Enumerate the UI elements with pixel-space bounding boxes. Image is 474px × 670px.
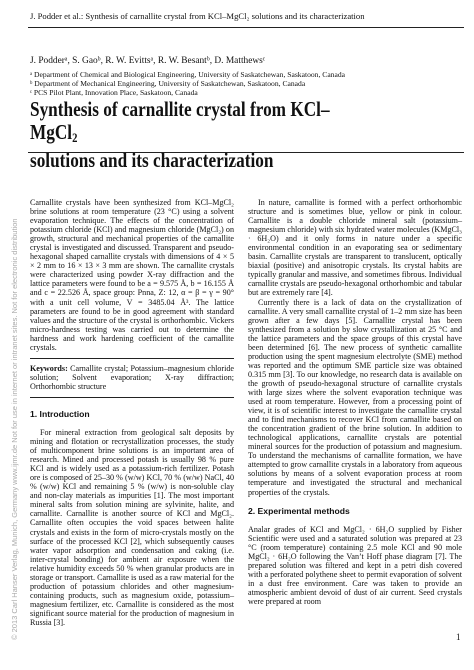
title-rule bbox=[28, 152, 464, 153]
affiliation-a: ᵃ Department of Chemical and Biological Engineering, University of Saskatchewan, Saskatoon, Canada bbox=[30, 70, 346, 79]
title-subscript: 2 bbox=[72, 130, 78, 145]
running-header: J. Podder et al.: Synthesis of carnallite crystal from KCl–MgCl₂ solutions and its characterization bbox=[30, 11, 365, 21]
keywords-text: Carnallite crystal; Potassium–magnesium chloride solution; Solvent evaporation; X-ray diffraction; Orthorhombic structure bbox=[30, 363, 235, 391]
keywords bbox=[30, 364, 234, 391]
right-paragraph-1: In nature, carnallite is formed with a perfect orthorhombic structure and is sometimes blue, yellow or pink in colour. Carnallite is a double chloride mineral salt (potassium–magnesium chloride) with six hydrated water molecules (KMgCl₃ · 6H₂O) and it only forms in nature under a specific environmental condition in an evaporating sea or sedimentary basin. Carnallite crystals are transparent to translucent, optically biaxial (positive) and anisotropic crystals. Its crystal habits are typically granular and massive, and sometimes fibrous. Individual carnallite crystals are pseudo-hexagonal orthorhombic and tabular but are extremely rare [4]. bbox=[248, 198, 462, 298]
right-column bbox=[248, 198, 462, 606]
paper-title bbox=[30, 98, 374, 172]
affiliation-b: ᵇ Department of Mechanical Engineering, University of Saskatchewan, Saskatoon, Canada bbox=[30, 79, 306, 88]
experimental-text: Analar grades of KCl and MgCl₂ · 6H₂O supplied by Fisher Scientific were used and a saturated solution was prepared at 23 °C (room temperature) containing 2.5 mole KCl and 90 mole MgCl₂ · 6H₂O following the Van’t Hoff phase diagram [7]. The prepared solution was filtered and kept in a petri dish covered with a perforated polythene sheet to permit evaporation of solvent in a dust free environment. Care was taken to provide an atmospheric ambient devoid of dust of air current. Seed crystals were prepared at room bbox=[248, 524, 462, 606]
affiliation-c: ᶜ PCS Pilot Plant, Innovation Place, Saskatoon, Canada bbox=[30, 88, 198, 97]
page-number: 1 bbox=[456, 632, 461, 642]
section-heading-experimental: 2. Experimental methods bbox=[248, 505, 350, 516]
author-list: J. Podderᵃ, S. Gaoᵇ, R. W. Evittsᵃ, R. W. Besantᵇ, D. Matthewsᶜ bbox=[30, 56, 266, 66]
keywords-label: Keywords: bbox=[30, 363, 68, 373]
copyright-sidebar: © 2013 Carl Hanser Verlag, Munich, Germany www.ijmr.de Not for use in internet or intranet sites. Not for electronic distribution bbox=[10, 218, 19, 640]
abstract-rule bbox=[30, 358, 234, 359]
title-line-1: Synthesis of carnallite crystal from KCl–MgCl bbox=[30, 97, 330, 144]
introduction-text: For mineral extraction from geological salt deposits by mining and flotation or recrystallization processes, the study of multicomponent brine solutions is an important area of research. Mined and processed potash is usually 98 % pure KCl and is widely used as a potassium-rich fertilizer. Potash ore is composed of 25–30 % (w/w) KCl, 70 % (w/w) NaCl, 40 % (w/w) KCl and remaining 5 % (w/w) is non-soluble clay and non-clay materials as impurities [1]. The most important mineral salts from solution mining are sylvinite, halite, and carnallite. Carnallite is another source of KCl and MgCl₂. Carnallite often occupies the void spaces between halite crystals and exists in the form of micro-crystals mostly on the surface of the processed KCl [2], which subsequently causes water vapor adsorption and condensation and caking (i.e. inter-crystal bonding) for ambient air exposure when the relative humidity exceeds 50 % when granular products are in storage or transport. Carnallite is used as a raw material for the production of potassium chlorides and other magnesium-containing products, such as magnesium oxide, potassium–magnesium fertilizer, etc. Carnallite is considered as the most significant source material for the production of magnesium in Russia [3]. bbox=[30, 427, 234, 627]
section-heading-introduction: 1. Introduction bbox=[30, 408, 90, 419]
left-column bbox=[30, 198, 234, 627]
keywords-rule bbox=[30, 397, 234, 398]
title-line-2: solutions and its characterization bbox=[30, 148, 274, 172]
header-rule bbox=[28, 27, 464, 28]
abstract: Carnallite crystals have been synthesized from KCl–MgCl₂ brine solutions at room temperature (23 °C) using a solvent evaporation technique. The effects of the concentration of potassium chloride (KCl) and magnesium chloride (MgCl₂) on growth, structural and mechanical properties of the carnallite crystal is investigated and discussed. Transparent and pseudo-hexagonal shaped carnallite crystals with dimensions of 4 × 5 × 2 mm to 16 × 13 × 3 mm are shown. The carnallite crystals were characterized using powder X-ray diffraction and the lattice parameters were found to be a = 9.575 Å, b = 16.155 Å and c = 22.526 Å, space group: Pnna, Z: 12, α = β = γ = 90° with a unit cell volume, V = 3485.04 Å³. The lattice parameters are found to be in good agreement with standard values and the structure of the crystal is orthorhombic. Vickers micro-hardness testing was carried out to determine the hardness and work hardening coefficient of the carnallite crystals. bbox=[30, 198, 234, 352]
right-paragraph-2: Currently there is a lack of data on the crystallization of carnallite. A very small carnallite crystal of 1–2 mm size has been grown after a few days [5]. Carnallite crystal has been synthesized from a solution by slow crystallization at 25 °C and the lattice parameters and the space groups of this crystal have been determined [6]. The new process of synthetic carnallite production using the spent magnesium electrolyte (SME) method was reported and the optimum SME particle size was obtained 0.315 mm [3]. To our knowledge, no research data is available on the growth of pseudo-hexagonal structure of carnallite crystals with large sizes where the solvent evaporation technique was used at room temperature. However, from a processing point of view, it is of scientific interest to investigate the carnallite crystal and to find mechanisms to recover KCl from carnallite based on the concentration gradient of the brine solution. In addition to technological applications, carnallite crystals are potential mineral sources for the production of potassium and magnesium. To understand the mechanisms of carnallite formation, we have attempted to grow carnallite crystals in a laboratory from aqueous solutions by means of a solvent evaporation process at room temperature and investigated the structural and mechanical properties of the crystals. bbox=[248, 297, 462, 497]
